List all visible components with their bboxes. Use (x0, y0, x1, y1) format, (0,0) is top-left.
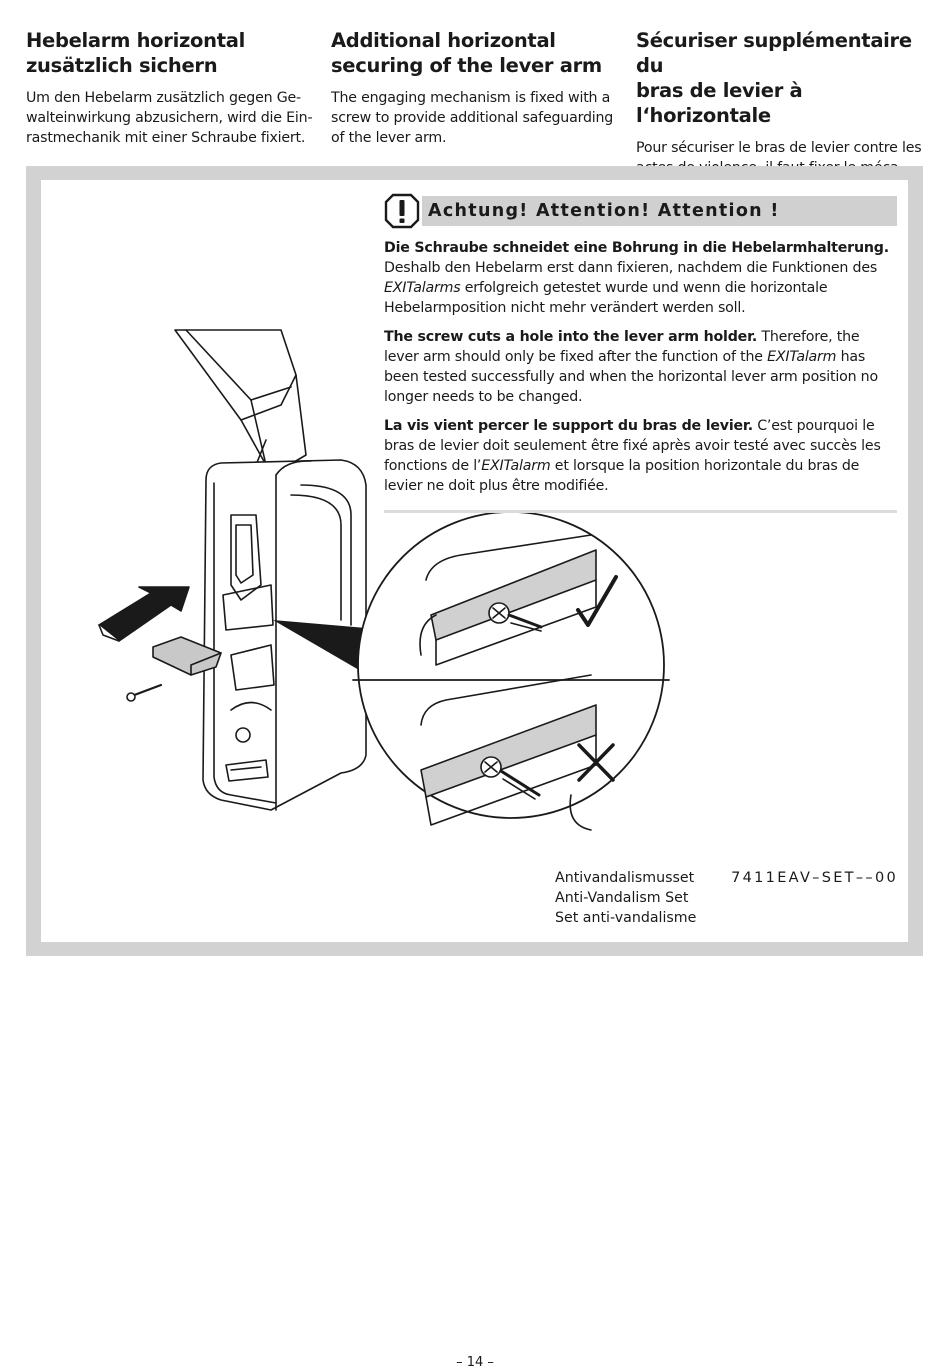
product-name: EXITalarms (384, 280, 461, 296)
warning-header (384, 193, 897, 229)
warning-bold: The screw cuts a hole into the lever arm holder. (384, 329, 758, 345)
exclamation-icon (384, 193, 420, 229)
warning-span: C’est pourquoi le bras de levier doit seulement être fixé après avoir testé avec succès les fonctions de l’ (384, 418, 881, 474)
section-title-german (26, 28, 316, 78)
section-body-german: Um den Hebelarm zusätzlich gegen Gewalteinwirkung abzusichern, wird die Einrastmechanik mit einer Schraube fixiert. (26, 90, 313, 146)
warning-bold: Die Schraube schneidet eine Bohrung in die Hebelarmhalterung. (384, 240, 889, 256)
set-name-english: Anti-Vandalism Set (555, 890, 689, 906)
title-line: Sécuriser supplémentaire du (636, 29, 912, 77)
screw (127, 685, 161, 701)
warning-english (384, 327, 898, 407)
warning-span: Therefore, the lever arm should only be fixed after the function of the (384, 329, 860, 365)
warning-span: has been tested successfully and when the horizontal lever arm position no longer needs to be changed. (384, 349, 878, 405)
lever-arm (175, 330, 306, 465)
warning-bold: La vis vient percer le support du bras de levier. (384, 418, 753, 434)
title-line: Hebelarm horizontal (26, 29, 245, 52)
section-body-french: Pour sécuriser le bras de levier contre les (636, 140, 922, 156)
instruction-panel-inner (41, 180, 908, 942)
section-title-english (331, 28, 621, 78)
section-title-french (636, 28, 928, 128)
page-number: – 14 – (456, 1355, 494, 1370)
title-line: Additional horizontal (331, 29, 556, 52)
product-name: EXITalarm (767, 349, 837, 365)
warning-text (384, 238, 898, 505)
warning-german (384, 238, 898, 318)
warning-span: erfolgreich getestet wurde und wenn die horizontale Hebelarmposition nicht mehr verändert werden soll. (384, 280, 828, 316)
title-line: zusätzlich sichern (26, 54, 218, 77)
product-name: EXITalarm (481, 458, 551, 474)
instruction-panel (26, 166, 923, 956)
set-name-french: Set anti-vandalisme (555, 910, 697, 926)
warning-divider (384, 510, 897, 513)
column-english (331, 28, 621, 148)
arrow-icon (99, 587, 189, 641)
title-line: bras de levier à l‘horizontale (636, 79, 803, 127)
section-body-english: The engaging mechanism is fixed with a screw to provide additional safeguarding of the lever arm. (331, 90, 614, 146)
title-line: securing of the lever arm (331, 54, 602, 77)
warning-french (384, 416, 898, 496)
warning-span: Deshalb den Hebelarm erst dann fixieren, nachdem die Funktionen des (384, 260, 878, 276)
warning-span: et lorsque la position horizontale du bras de levier ne doit plus être modifiée. (384, 458, 860, 494)
set-names (555, 868, 696, 928)
set-name-german: Antivandalismusset (555, 870, 695, 886)
detail-zoom (353, 512, 669, 830)
article-code: 7411EAV–SET––00 (731, 870, 898, 886)
warning-title: Achtung! Attention! Attention ! (428, 201, 780, 221)
column-german (26, 28, 316, 148)
